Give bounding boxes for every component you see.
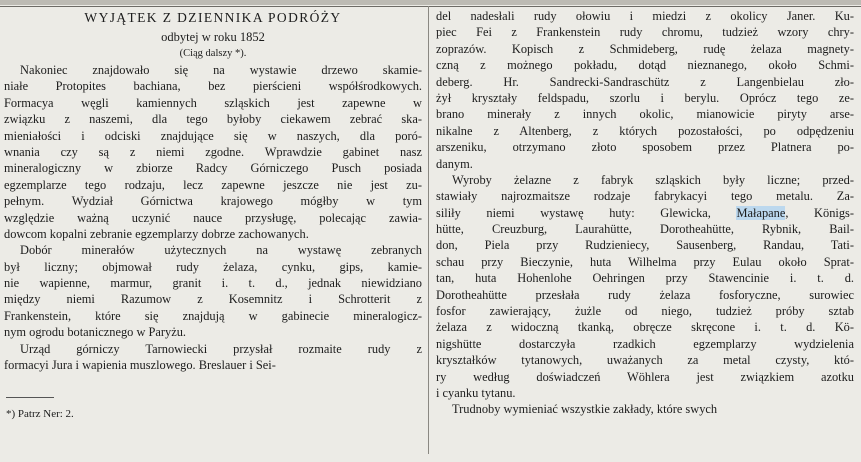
text-line: między niemi Razumow z Kosemnitz i Schrotterit z [4,292,422,307]
text-line: zoprazów. Kopisch z Schmideberg, rudę żelaza magnety- [436,41,854,56]
text-line: nigshütte dostarczyła rzadkich egzemplarzy wydzielenia [436,336,854,351]
text-line: nikalne z Altenberg, z których pozostałości, po odpędzeniu [436,123,854,138]
text-line: brano minerały z innych okolic, mianowicie piryty arse- [436,107,854,122]
text-line: wnania czy są z niemi zgodne. Wprawdzie gabinet nasz [4,144,422,159]
text-line: Wyroby żelazne z fabryk szląskich były liczne; przed- [452,172,854,187]
text-line: piec Fei z Frankenstein rudy chromu, tudzież wzory chry- [436,25,854,40]
highlighted-word: Małapane [736,205,786,220]
text-line: del nadesłali rudy ołowiu i miedzi z okolicy Janer. Ku- [436,9,854,23]
text-line: żył kryształy feldspadu, szorlu i berylu. Oprócz tego ze- [436,90,854,105]
text-line: był liczny; objmował rudy żelaza, cynku, gips, kamie- [4,259,422,274]
text-line: hütte, Creuzburg, Laurahütte, Dorotheahütte, Rybnik, Bail- [436,222,854,237]
text-line: i cyanku tytanu. [436,385,516,400]
right-column [436,8,854,418]
text-line: nie wapienne, marmur, granit i. t. d., jednak niewidziano [4,276,422,291]
continuation-note: (Ciąg dalszy *). [179,48,247,59]
text-line: mieniałości i odciski znajdujące się w naszych, dla poró- [4,128,422,143]
right-column-text [436,8,854,418]
text-line: Formacya węgli kamiennych szląskich jest zapewne w [4,95,422,110]
text-line: deberg. Hr. Sandrecki-Sandraschütz z Langenbielau zło- [436,74,854,89]
text-line: siliły niemi wystawę huty: Glewicka, Małapane, Königs- [436,205,854,220]
text-line: czną z możnego pokładu, dotąd nieznanego, około Schmi- [436,58,854,73]
text-line: schau przy Bieczynie, huta Wilhelma przy Eulau około Sprat- [436,254,854,269]
text-line: Dobór minerałów użytecznych na wystawę zebranych [20,243,422,258]
text-line: żelaza z widoczną tkanką, obręcze skręcone i. t. d. Kö- [436,320,854,335]
left-column [4,8,422,373]
text-line: arszeniku, otrzymano złoto sposobem przez Platnera po- [436,140,854,155]
text-line: Urząd górniczy Tarnowiecki przysłał rozmaite rudy z [20,341,422,356]
footnote-rule [6,397,54,398]
text-line: formacyi Jura i wapienia muszlowego. Breslauer i Sei- [4,358,276,373]
text-line: ry według doświadczeń Wöhlera jest związkiem azotku [436,369,854,384]
footnote: *) Patrz Ner: 2. [6,408,74,420]
text-line: niałe Protopites bachiana, bez pierścieni współśrodkowych. [4,79,422,94]
text-line: nym ogrodu botanicznego w Paryżu. [4,325,187,340]
article-title: WYJĄTEK Z DZIENNIKA PODRÓŻY [84,10,342,25]
text-line: dowcom kopalni zebranie egzemplarzy dobrze zachowanych. [4,226,309,241]
text-line: Frankenstein, które się znajdują w gabinecie mineralogicz- [4,308,422,323]
text-line: don, Piela przy Rudzieniecy, Sausenberg, Randau, Tati- [436,238,854,253]
left-column-text [4,62,422,373]
text-line: Nakoniec znajdowało się na wystawie drzewo skamie- [20,63,422,77]
text-line: egzemplarze tego rodzaju, lecz zapewne jeszcze nie jest zu- [4,177,422,192]
text-line: Dorotheahütte przesłała rudy żelaza fosforyczne, surowiec [436,287,854,302]
text-line: pełnym. Wydział Górnictwa krajowego mógłby w tym [4,194,422,209]
text-line: względzie ważną uczynić nauce przysługę, polecając zawia- [4,210,422,225]
top-border-line [0,6,861,7]
text-line: związku z naszemi, dla tego byłoby ciekawem zebrać ska- [4,112,422,127]
text-line: danym. [436,156,473,171]
text-line: stawiały najrozmaitsze rodzaje fabrykacyi tego metalu. Za- [436,189,854,204]
text-line: fosfor zawierający, żużle od niego, tudzież próby sztab [436,304,854,319]
column-divider [428,6,429,454]
text-line: Trudnoby wymieniać wszystkie zakłady, które swych [452,402,718,417]
text-line: mineralogiczny w zbiorze Radcy Górniczego Pusch posiada [4,161,422,176]
text-line: tan, huta Hohenlohe Oehringen przy Stawencinie i. t. d. [436,271,854,286]
article-subtitle: odbytej w roku 1852 [161,30,265,44]
top-border [0,0,861,5]
text-line: kryształków tytanowych, uważanych za metal czysty, któ- [436,353,854,368]
